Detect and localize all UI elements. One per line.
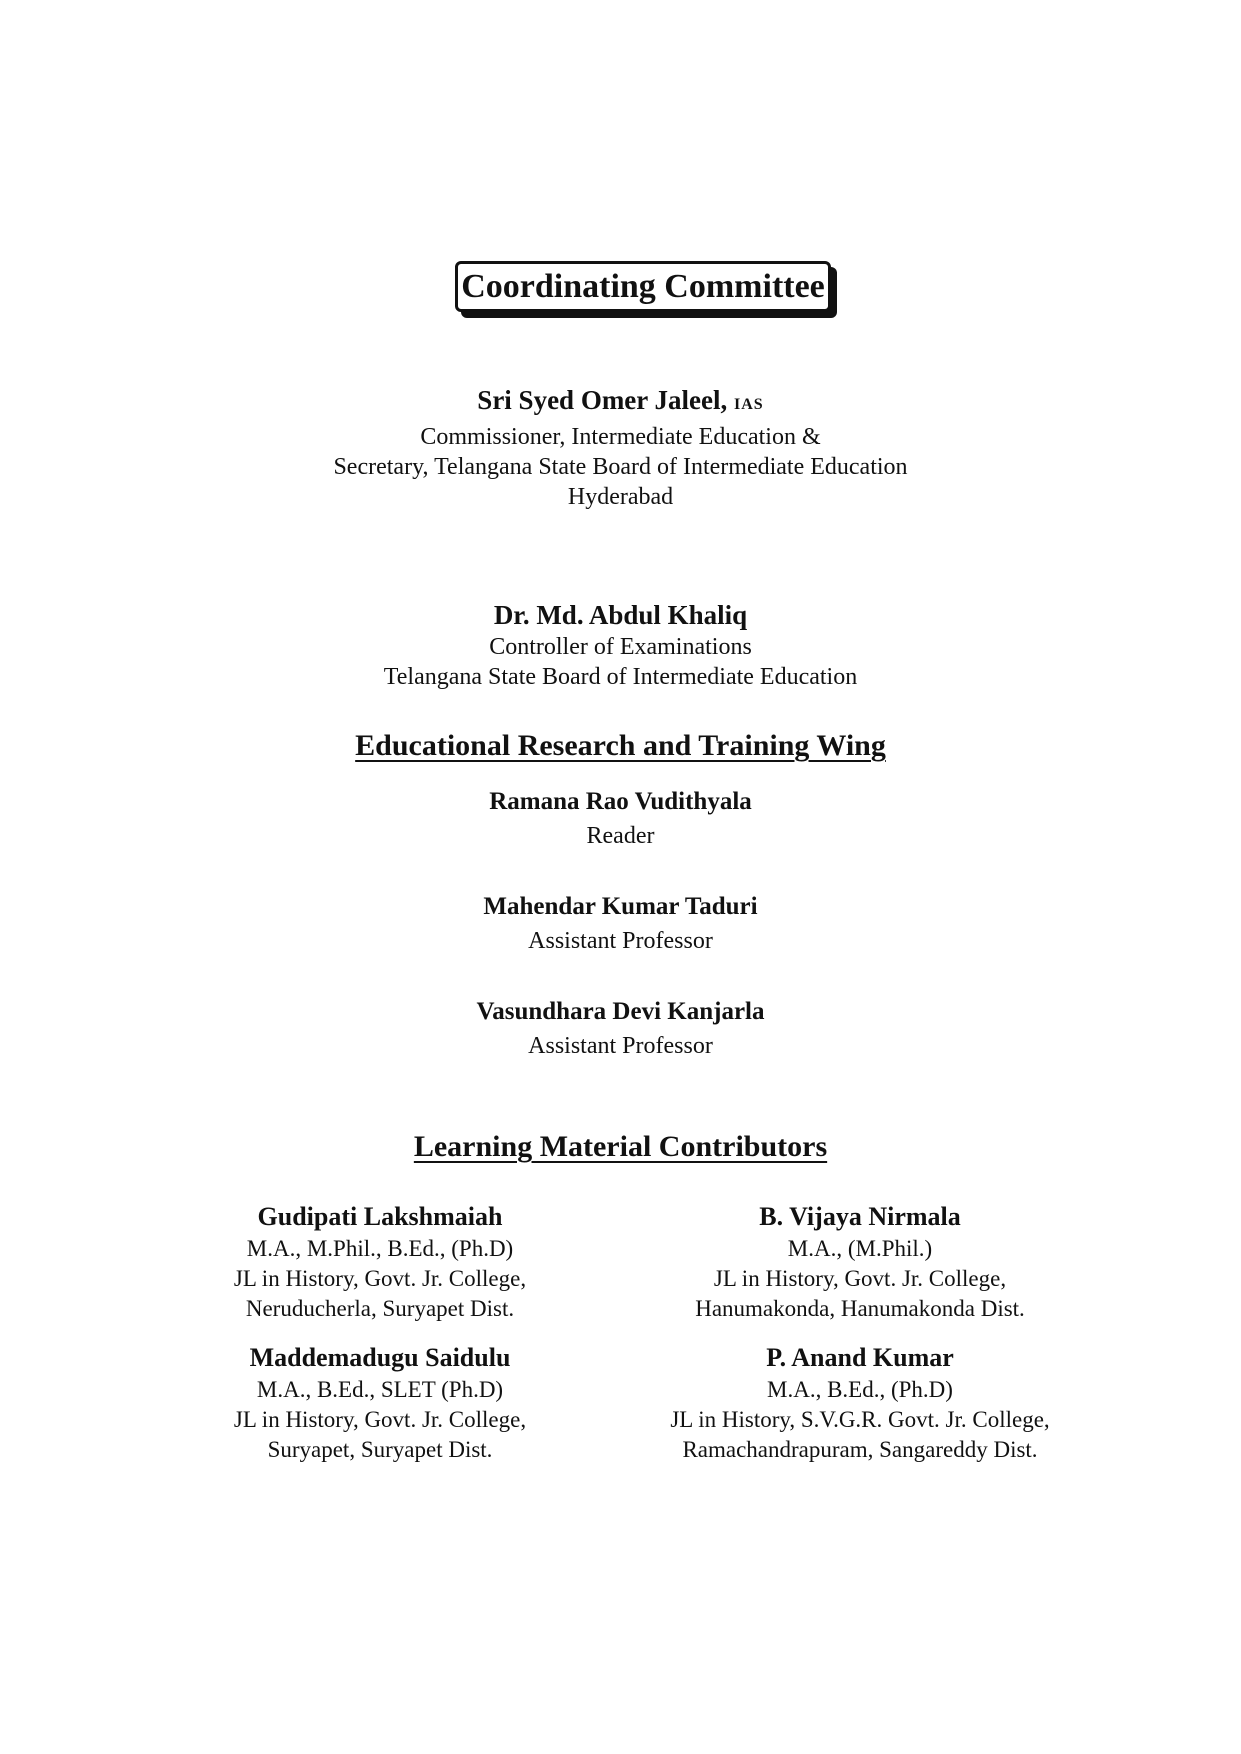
contributor-position: JL in History, Govt. Jr. College, <box>233 1407 527 1432</box>
contributor-location: Ramachandrapuram, Sangareddy Dist. <box>682 1437 1038 1462</box>
contributors-heading: Learning Material Contributors <box>413 1130 828 1163</box>
member-name <box>0 383 1241 422</box>
coordinating-committee-heading: Coordinating Committee <box>455 261 831 312</box>
wing-member-3 <box>0 995 1241 1061</box>
contributor-card <box>180 1200 580 1324</box>
contributor-card <box>640 1341 1080 1465</box>
contributor-location: Suryapet, Suryapet Dist. <box>267 1437 493 1462</box>
contributor-position: JL in History, S.V.G.R. Govt. Jr. College, <box>670 1407 1050 1432</box>
member-name: Dr. Md. Abdul Khaliq <box>493 600 748 630</box>
member-role: Assistant Professor <box>528 1033 713 1059</box>
contributor-qualification: M.A., M.Phil., B.Ed., (Ph.D) <box>246 1236 514 1261</box>
contributor-card <box>180 1341 580 1465</box>
contributor-name: P. Anand Kumar <box>766 1343 954 1372</box>
coordinating-committee-title-box <box>455 261 837 318</box>
contributor-qualification: M.A., B.Ed., (Ph.D) <box>767 1377 953 1402</box>
committee-member-1 <box>0 383 1241 512</box>
contributor-qualification: M.A., B.Ed., SLET (Ph.D) <box>256 1377 504 1402</box>
member-location: Hyderabad <box>567 484 674 510</box>
member-designation: Commissioner, Intermediate Education & <box>420 424 821 450</box>
member-name: Ramana Rao Vudithyala <box>489 788 752 815</box>
member-designation: Controller of Examinations <box>489 634 752 660</box>
contributor-name: Gudipati Lakshmaiah <box>257 1202 503 1231</box>
wing-member-2 <box>0 890 1241 956</box>
member-role: Reader <box>586 823 655 849</box>
member-designation: Secretary, Telangana State Board of Intermediate Education <box>333 454 908 480</box>
contributor-position: JL in History, Govt. Jr. College, <box>233 1266 527 1291</box>
contributor-name: B. Vijaya Nirmala <box>759 1202 961 1231</box>
contributor-location: Neruducherla, Suryapet Dist. <box>245 1296 515 1321</box>
contributor-card <box>640 1200 1080 1324</box>
contributor-name: Maddemadugu Saidulu <box>249 1343 511 1372</box>
contributor-location: Hanumakonda, Hanumakonda Dist. <box>695 1296 1025 1321</box>
member-name: Mahendar Kumar Taduri <box>483 893 758 920</box>
member-name-text: Sri Syed Omer Jaleel, <box>477 385 728 415</box>
contributor-position: JL in History, Govt. Jr. College, <box>713 1266 1007 1291</box>
wing-member-1 <box>0 785 1241 851</box>
research-wing-heading: Educational Research and Training Wing <box>355 729 886 762</box>
contributor-qualification: M.A., (M.Phil.) <box>787 1236 933 1261</box>
member-organization: Telangana State Board of Intermediate Education <box>383 664 858 690</box>
member-name-suffix: IAS <box>734 396 764 413</box>
member-name: Vasundhara Devi Kanjarla <box>476 998 765 1025</box>
committee-member-2 <box>0 598 1241 692</box>
member-role: Assistant Professor <box>528 928 713 954</box>
